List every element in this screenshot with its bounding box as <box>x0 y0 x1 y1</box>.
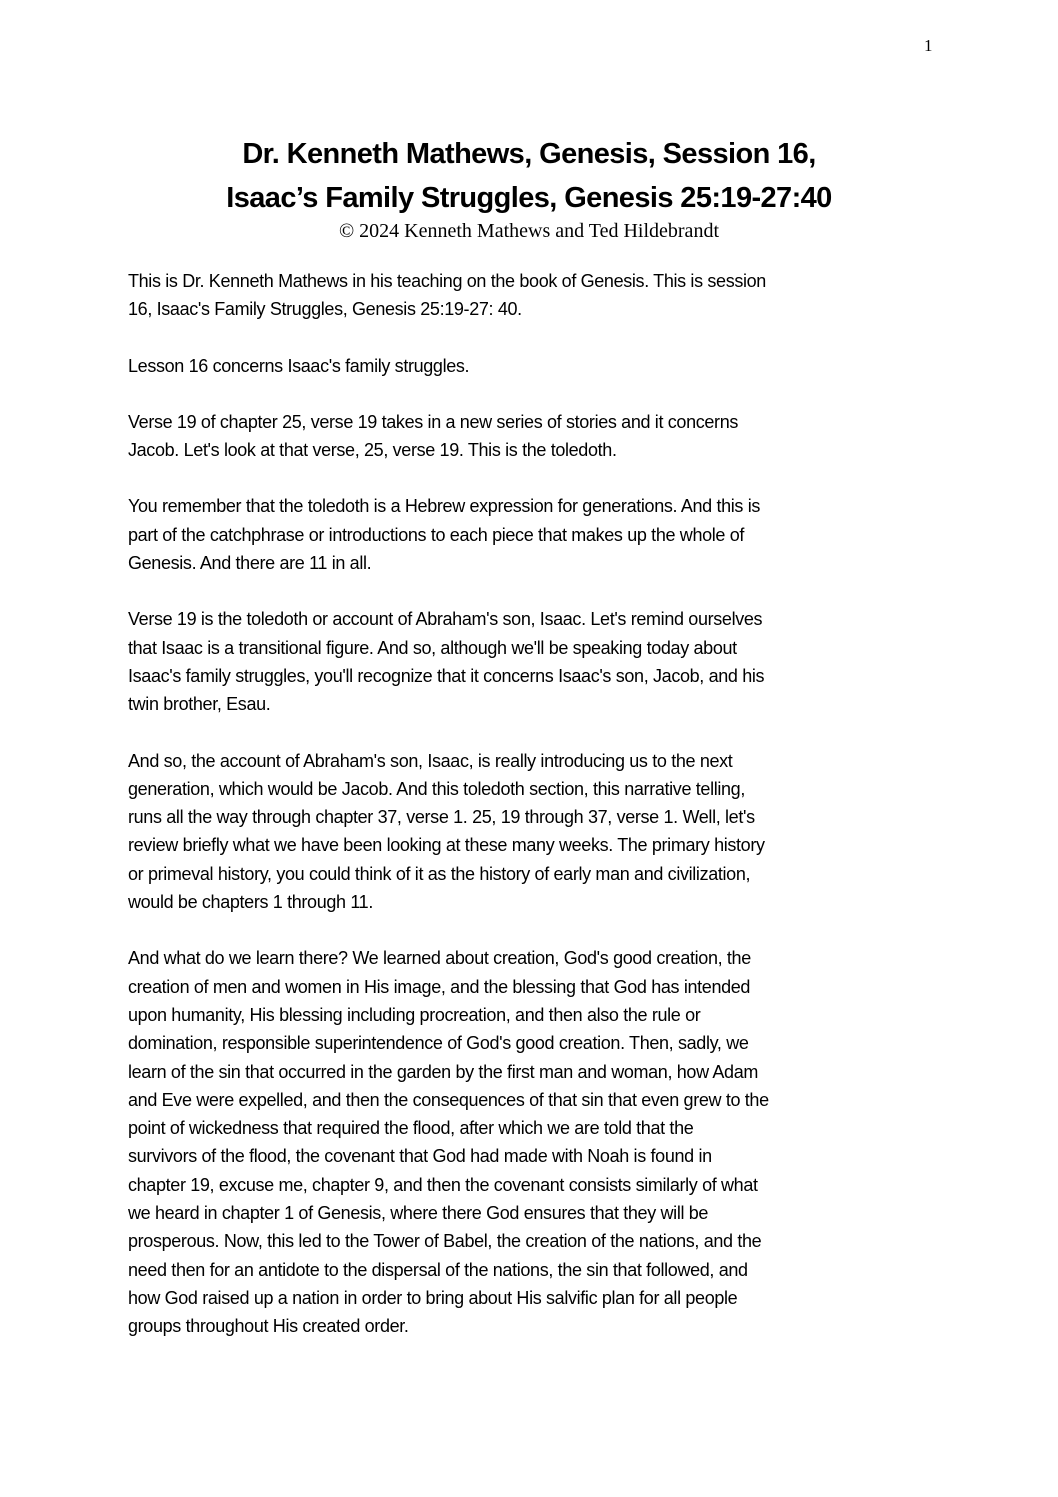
text-line: or primeval history, you could think of it as the history of early man and civilization, <box>128 863 751 884</box>
text-line: runs all the way through chapter 37, verse 1. 25, 19 through 37, verse 1. Well, let's <box>128 807 755 828</box>
text-line: You remember that the toledoth is a Hebrew expression for generations. And this is <box>128 496 761 517</box>
text-line: domination, responsible superintendence of God's good creation. Then, sadly, we <box>128 1033 749 1054</box>
text-line: This is Dr. Kenneth Mathews in his teaching on the book of Genesis. This is session <box>128 271 766 291</box>
text-line: groups throughout His created order. <box>128 1316 409 1337</box>
text-line: And what do we learn there? We learned about creation, God's good creation, the <box>128 948 751 969</box>
paragraph-verse-19 <box>128 408 928 465</box>
text-line: 16, Isaac's Family Struggles, Genesis 25:19-27: 40. <box>128 299 522 320</box>
document-header <box>0 132 1058 244</box>
paragraph-next-generation <box>128 747 928 917</box>
document-title-line-2: Isaac’s Family Struggles, Genesis 25:19-27:40 <box>226 182 832 214</box>
text-line: how God raised up a nation in order to bring about His salvific plan for all people <box>128 1287 738 1308</box>
document-body <box>128 267 928 1369</box>
paragraph-lesson <box>128 352 928 380</box>
text-line: generation, which would be Jacob. And this toledoth section, this narrative telling, <box>128 778 745 799</box>
text-line: we heard in chapter 1 of Genesis, where there God ensures that they will be <box>128 1203 709 1224</box>
page-number: 1 <box>924 36 933 55</box>
text-line: prosperous. Now, this led to the Tower of Babel, the creation of the nations, and the <box>128 1231 762 1252</box>
text-line: Verse 19 of chapter 25, verse 19 takes in a new series of stories and it concerns <box>128 411 739 432</box>
text-line: upon humanity, His blessing including procreation, and then also the rule or <box>128 1004 701 1025</box>
text-line: chapter 19, excuse me, chapter 9, and then the covenant consists similarly of what <box>128 1174 758 1195</box>
text-line: Isaac's family struggles, you'll recognize that it concerns Isaac's son, Jacob, and his <box>128 665 765 686</box>
text-line: part of the catchphrase or introductions to each piece that makes up the whole of <box>128 524 745 545</box>
text-line: need then for an antidote to the dispersal of the nations, the sin that followed, and <box>128 1259 748 1280</box>
text-line: creation of men and women in His image, and the blessing that God has intended <box>128 976 751 997</box>
text-line: Verse 19 is the toledoth or account of Abraham's son, Isaac. Let's remind ourselves <box>128 609 763 630</box>
text-line: and Eve were expelled, and then the consequences of that sin that even grew to the <box>128 1089 769 1110</box>
text-line: review briefly what we have been looking at these many weeks. The primary history <box>128 835 765 856</box>
text-line: that Isaac is a transitional figure. And so, although we'll be speaking today about <box>128 637 737 658</box>
text-line: learn of the sin that occurred in the garden by the first man and woman, how Adam <box>128 1061 759 1082</box>
paragraph-toledoth <box>128 492 928 577</box>
paragraph-isaac-transitional <box>128 605 928 718</box>
document-title-line-1: Dr. Kenneth Mathews, Genesis, Session 16, <box>242 138 816 170</box>
text-line: point of wickedness that required the flood, after which we are told that the <box>128 1118 694 1139</box>
text-line: survivors of the flood, the covenant that God had made with Noah is found in <box>128 1146 712 1167</box>
text-line: would be chapters 1 through 11. <box>128 892 373 913</box>
text-line: twin brother, Esau. <box>128 694 271 715</box>
text-line: And so, the account of Abraham's son, Isaac, is really introducing us to the next <box>128 750 733 771</box>
copyright-notice: © 2024 Kenneth Mathews and Ted Hildebrandt <box>338 220 719 242</box>
text-line: Jacob. Let's look at that verse, 25, verse 19. This is the toledoth. <box>128 440 617 461</box>
paragraph-intro <box>128 267 928 324</box>
text-line: Genesis. And there are 11 in all. <box>128 553 372 574</box>
text-line: Lesson 16 concerns Isaac's family struggles. <box>128 355 470 376</box>
paragraph-primeval-review <box>128 944 928 1340</box>
